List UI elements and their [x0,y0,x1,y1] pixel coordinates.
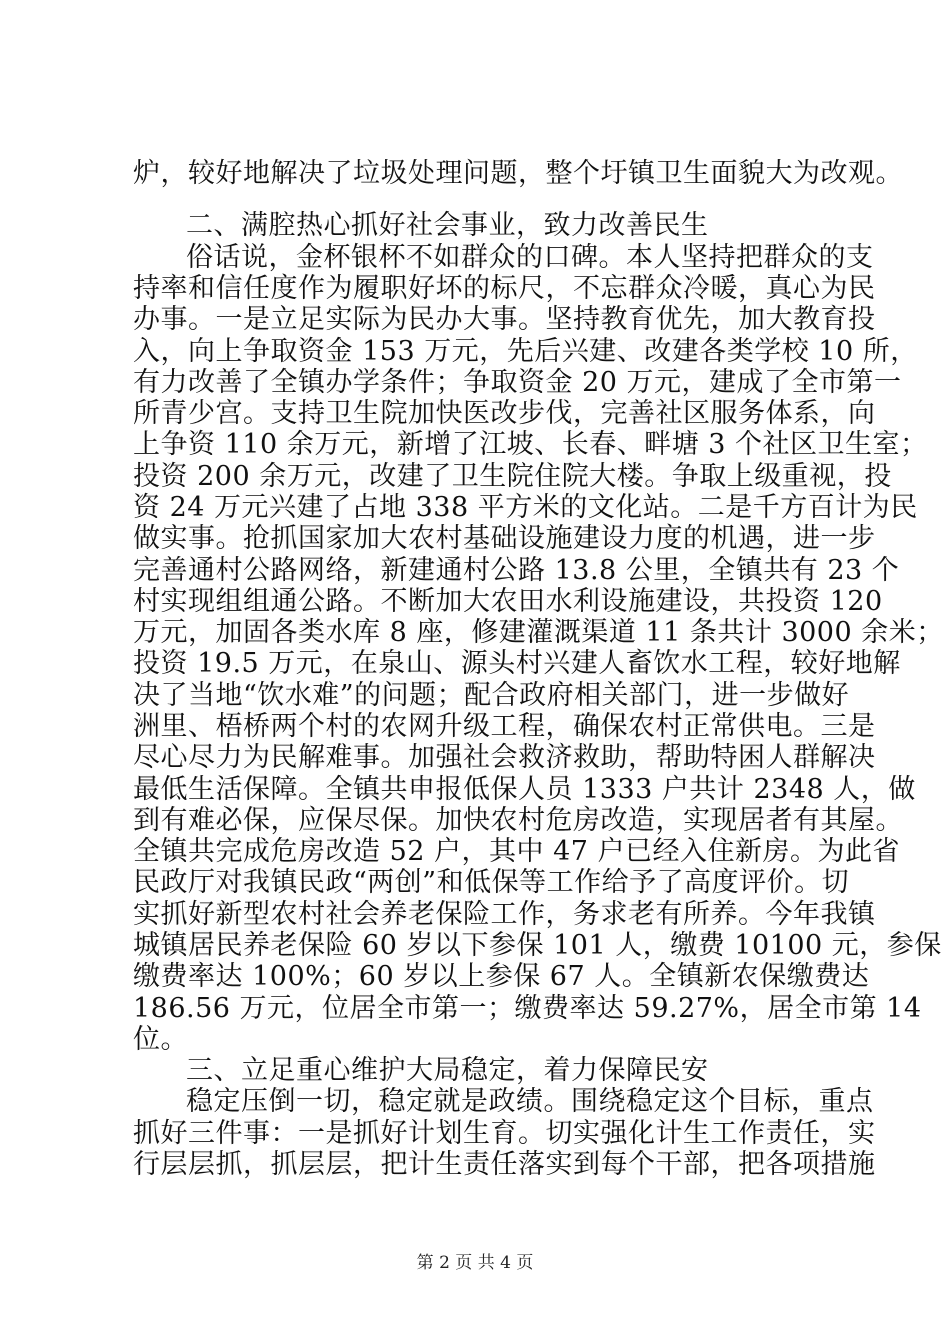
text-line: 决了当地“饮水难”的问题；配合政府相关部门，进一步做好 [133,680,850,711]
text-line: 投资 19.5 万元，在泉山、源头村兴建人畜饮水工程，较好地解 [133,648,901,679]
text-line: 做实事。抢抓国家加大农村基础设施建设力度的机遇，进一步 [133,523,876,554]
text-line: 办事。一是立足实际为民办大事。坚持教育优先，加大教育投 [133,304,876,335]
text-line: 到有难必保，应保尽保。加快农村危房改造，实现居者有其屋。 [133,805,903,836]
text-line: 炉，较好地解决了垃圾处理问题，整个圩镇卫生面貌大为改观。 [133,158,903,189]
section-heading: 二、满腔热心抓好社会事业，致力改善民生 [186,210,709,241]
text-line: 完善通村公路网络，新建通村公路 13.8 公里，全镇共有 23 个 [133,555,900,586]
page-number-footer: 第 2 页 共 4 页 [416,1253,534,1273]
text-line: 稳定压倒一切，稳定就是政绩。围绕稳定这个目标，重点 [186,1086,874,1117]
text-line: 位。 [133,1024,188,1055]
text-line: 上争资 110 余万元，新增了江坡、长春、畔塘 3 个社区卫生室； [133,429,928,460]
text-line: 行层层抓，抓层层，把计生责任落实到每个干部，把各项措施 [133,1149,876,1180]
text-line: 抓好三件事：一是抓好计划生育。切实强化计生工作责任，实 [133,1118,876,1149]
text-line: 洲里、梧桥两个村的农网升级工程，确保农村正常供电。三是 [133,711,876,742]
section-heading: 三、立足重心维护大局稳定，着力保障民安 [186,1055,709,1086]
text-line: 城镇居民养老保险 60 岁以下参保 101 人，缴费 10100 元，参保 [133,930,942,961]
text-line: 实抓好新型农村社会养老保险工作，务求老有所养。今年我镇 [133,899,876,930]
text-line: 持率和信任度作为履职好坏的标尺，不忘群众冷暖，真心为民 [133,273,876,304]
text-line: 俗话说，金杯银杯不如群众的口碑。本人坚持把群众的支 [186,242,874,273]
text-line: 有力改善了全镇办学条件；争取资金 20 万元，建成了全市第一 [133,367,902,398]
text-line: 民政厅对我镇民政“两创”和低保等工作给予了高度评价。切 [133,867,850,898]
text-line: 投资 200 余万元，改建了卫生院住院大楼。争取上级重视，投 [133,461,892,492]
text-line: 186.56 万元，位居全市第一；缴费率达 59.27%，居全市第 14 [133,993,922,1024]
text-line: 所青少宫。支持卫生院加快医改步伐，完善社区服务体系，向 [133,398,876,429]
text-line: 万元，加固各类水库 8 座，修建灌溉渠道 11 条共计 3000 余米； [133,617,944,648]
text-line: 缴费率达 100%；60 岁以上参保 67 人。全镇新农保缴费达 [133,961,870,992]
text-line: 入，向上争取资金 153 万元，先后兴建、改建各类学校 10 所， [133,336,918,367]
text-line: 最低生活保障。全镇共申报低保人员 1333 户共计 2348 人，做 [133,774,916,805]
text-line: 村实现组组通公路。不断加大农田水利设施建设，共投资 120 [133,586,883,617]
text-line: 全镇共完成危房改造 52 户，其中 47 户已经入住新房。为此省 [133,836,901,867]
text-line: 尽心尽力为民解难事。加强社会救济救助，帮助特困人群解决 [133,742,876,773]
text-line: 资 24 万元兴建了占地 338 平方米的文化站。二是千方百计为民 [133,492,918,523]
